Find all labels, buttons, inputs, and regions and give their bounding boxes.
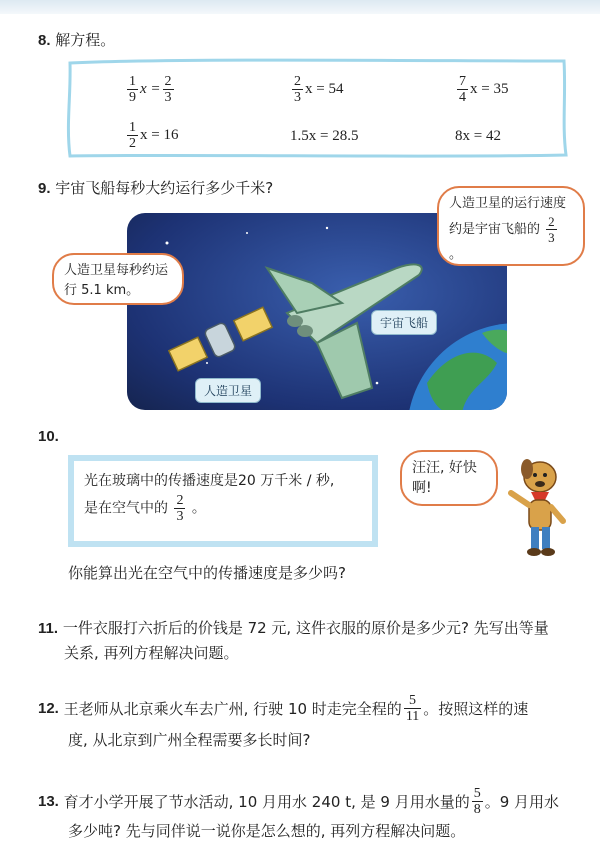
speech-bubble-dog: 汪汪, 好快啊!: [400, 450, 498, 506]
q13-line1-text: 育才小学开展了节水活动, 10 月用水 240 t, 是 9 月用水量的: [63, 792, 470, 811]
fraction-denominator: 3: [294, 90, 301, 105]
q12-block: [38, 693, 583, 752]
q9-text: 宇宙飞船每秒大约运行多少千米?: [55, 179, 274, 197]
equation-rest: x = 54: [305, 81, 344, 97]
fraction-numerator: 2: [164, 74, 172, 89]
fraction-denominator: 2: [129, 136, 136, 151]
page-top-band: [0, 0, 600, 14]
equation-rest: x = 16: [140, 127, 179, 143]
q8-equation-6: 8x = 42: [455, 128, 501, 144]
q8-number: 8.: [38, 32, 51, 49]
q8-equation-1: [125, 74, 176, 105]
q10-box-line1: 光在玻璃中的传播速度是20 万千米 / 秒,: [84, 473, 335, 489]
speech-bubble-satellite-speed: 人造卫星每秒约运行 5.1 km。: [52, 253, 184, 305]
q11-number: 11.: [38, 620, 59, 637]
q12-line1-text: 王老师从北京乘火车去广州, 行驶 10 时走完全程的: [63, 699, 402, 718]
fraction-denominator: 8: [473, 802, 481, 817]
q13-line1-end: 。9 月用水: [484, 792, 560, 811]
q10-box-line2-end: 。: [191, 500, 206, 517]
q11-line2: 关系, 再列方程解决问题。: [64, 644, 239, 662]
fraction-numerator: 2: [294, 74, 301, 89]
q8-heading: [38, 28, 115, 53]
q12-number: 12.: [38, 699, 59, 717]
q8-equation-5: 1.5x = 28.5: [290, 128, 359, 144]
fraction-numerator: 7: [459, 74, 466, 89]
bubble-end: 。: [449, 247, 463, 262]
q11-line1: 一件衣服打六折后的价钱是 72 元, 这件衣服的原价是多少元? 先写出等量: [62, 619, 549, 637]
q8-equation-2: [290, 74, 343, 105]
fraction-denominator: 4: [459, 90, 466, 105]
q13-line2: 多少吨? 先与同伴说一说你是怎么想的, 再列方程解决问题。: [68, 822, 466, 840]
q8-title: 解方程。: [55, 31, 116, 49]
fraction-denominator: 11: [405, 709, 420, 724]
fraction-numerator: 5: [473, 786, 481, 801]
bubble-text: 人造卫星的运行速度约是宇宙飞船的: [449, 196, 567, 237]
q11-block: [38, 616, 578, 665]
q9-number: 9.: [38, 180, 51, 197]
q10-box-line2-text: 是在空气中的: [84, 500, 168, 517]
fraction-denominator: 9: [129, 90, 136, 105]
fraction-denominator: 3: [176, 509, 184, 524]
speech-bubble-speed-ratio: [437, 186, 585, 266]
fraction-numerator: 1: [129, 74, 136, 89]
fraction-numerator: 2: [548, 214, 555, 229]
equation-rest: x = 35: [470, 81, 509, 97]
fraction-numerator: 2: [176, 493, 184, 508]
fraction-numerator: 5: [409, 693, 417, 708]
fraction-denominator: 3: [164, 90, 172, 105]
q8-equation-4: [125, 120, 178, 151]
earth-globe: [407, 323, 507, 410]
q10-number: 10.: [38, 428, 59, 445]
q12-line2: 度, 从北京到广州全程需要多长时间?: [68, 731, 311, 749]
q9-heading: [38, 176, 273, 201]
fraction-denominator: 3: [548, 230, 555, 245]
q10-question: 你能算出光在空气中的传播速度是多少吗?: [68, 564, 346, 582]
q12-line1-end: 。按照这样的速: [423, 699, 529, 718]
q10-info-box: [68, 455, 378, 547]
dog-mascot-illustration: [505, 455, 575, 560]
q13-block: [38, 786, 583, 843]
fraction-numerator: 1: [129, 120, 136, 135]
satellite: [169, 307, 272, 370]
label-satellite: 人造卫星: [195, 378, 261, 403]
label-space-shuttle: 宇宙飞船: [371, 310, 437, 335]
q10-box-line2: [84, 493, 362, 524]
q13-number: 13.: [38, 792, 59, 810]
q8-equation-3: [455, 74, 508, 105]
equation-middle: x =: [140, 81, 161, 97]
